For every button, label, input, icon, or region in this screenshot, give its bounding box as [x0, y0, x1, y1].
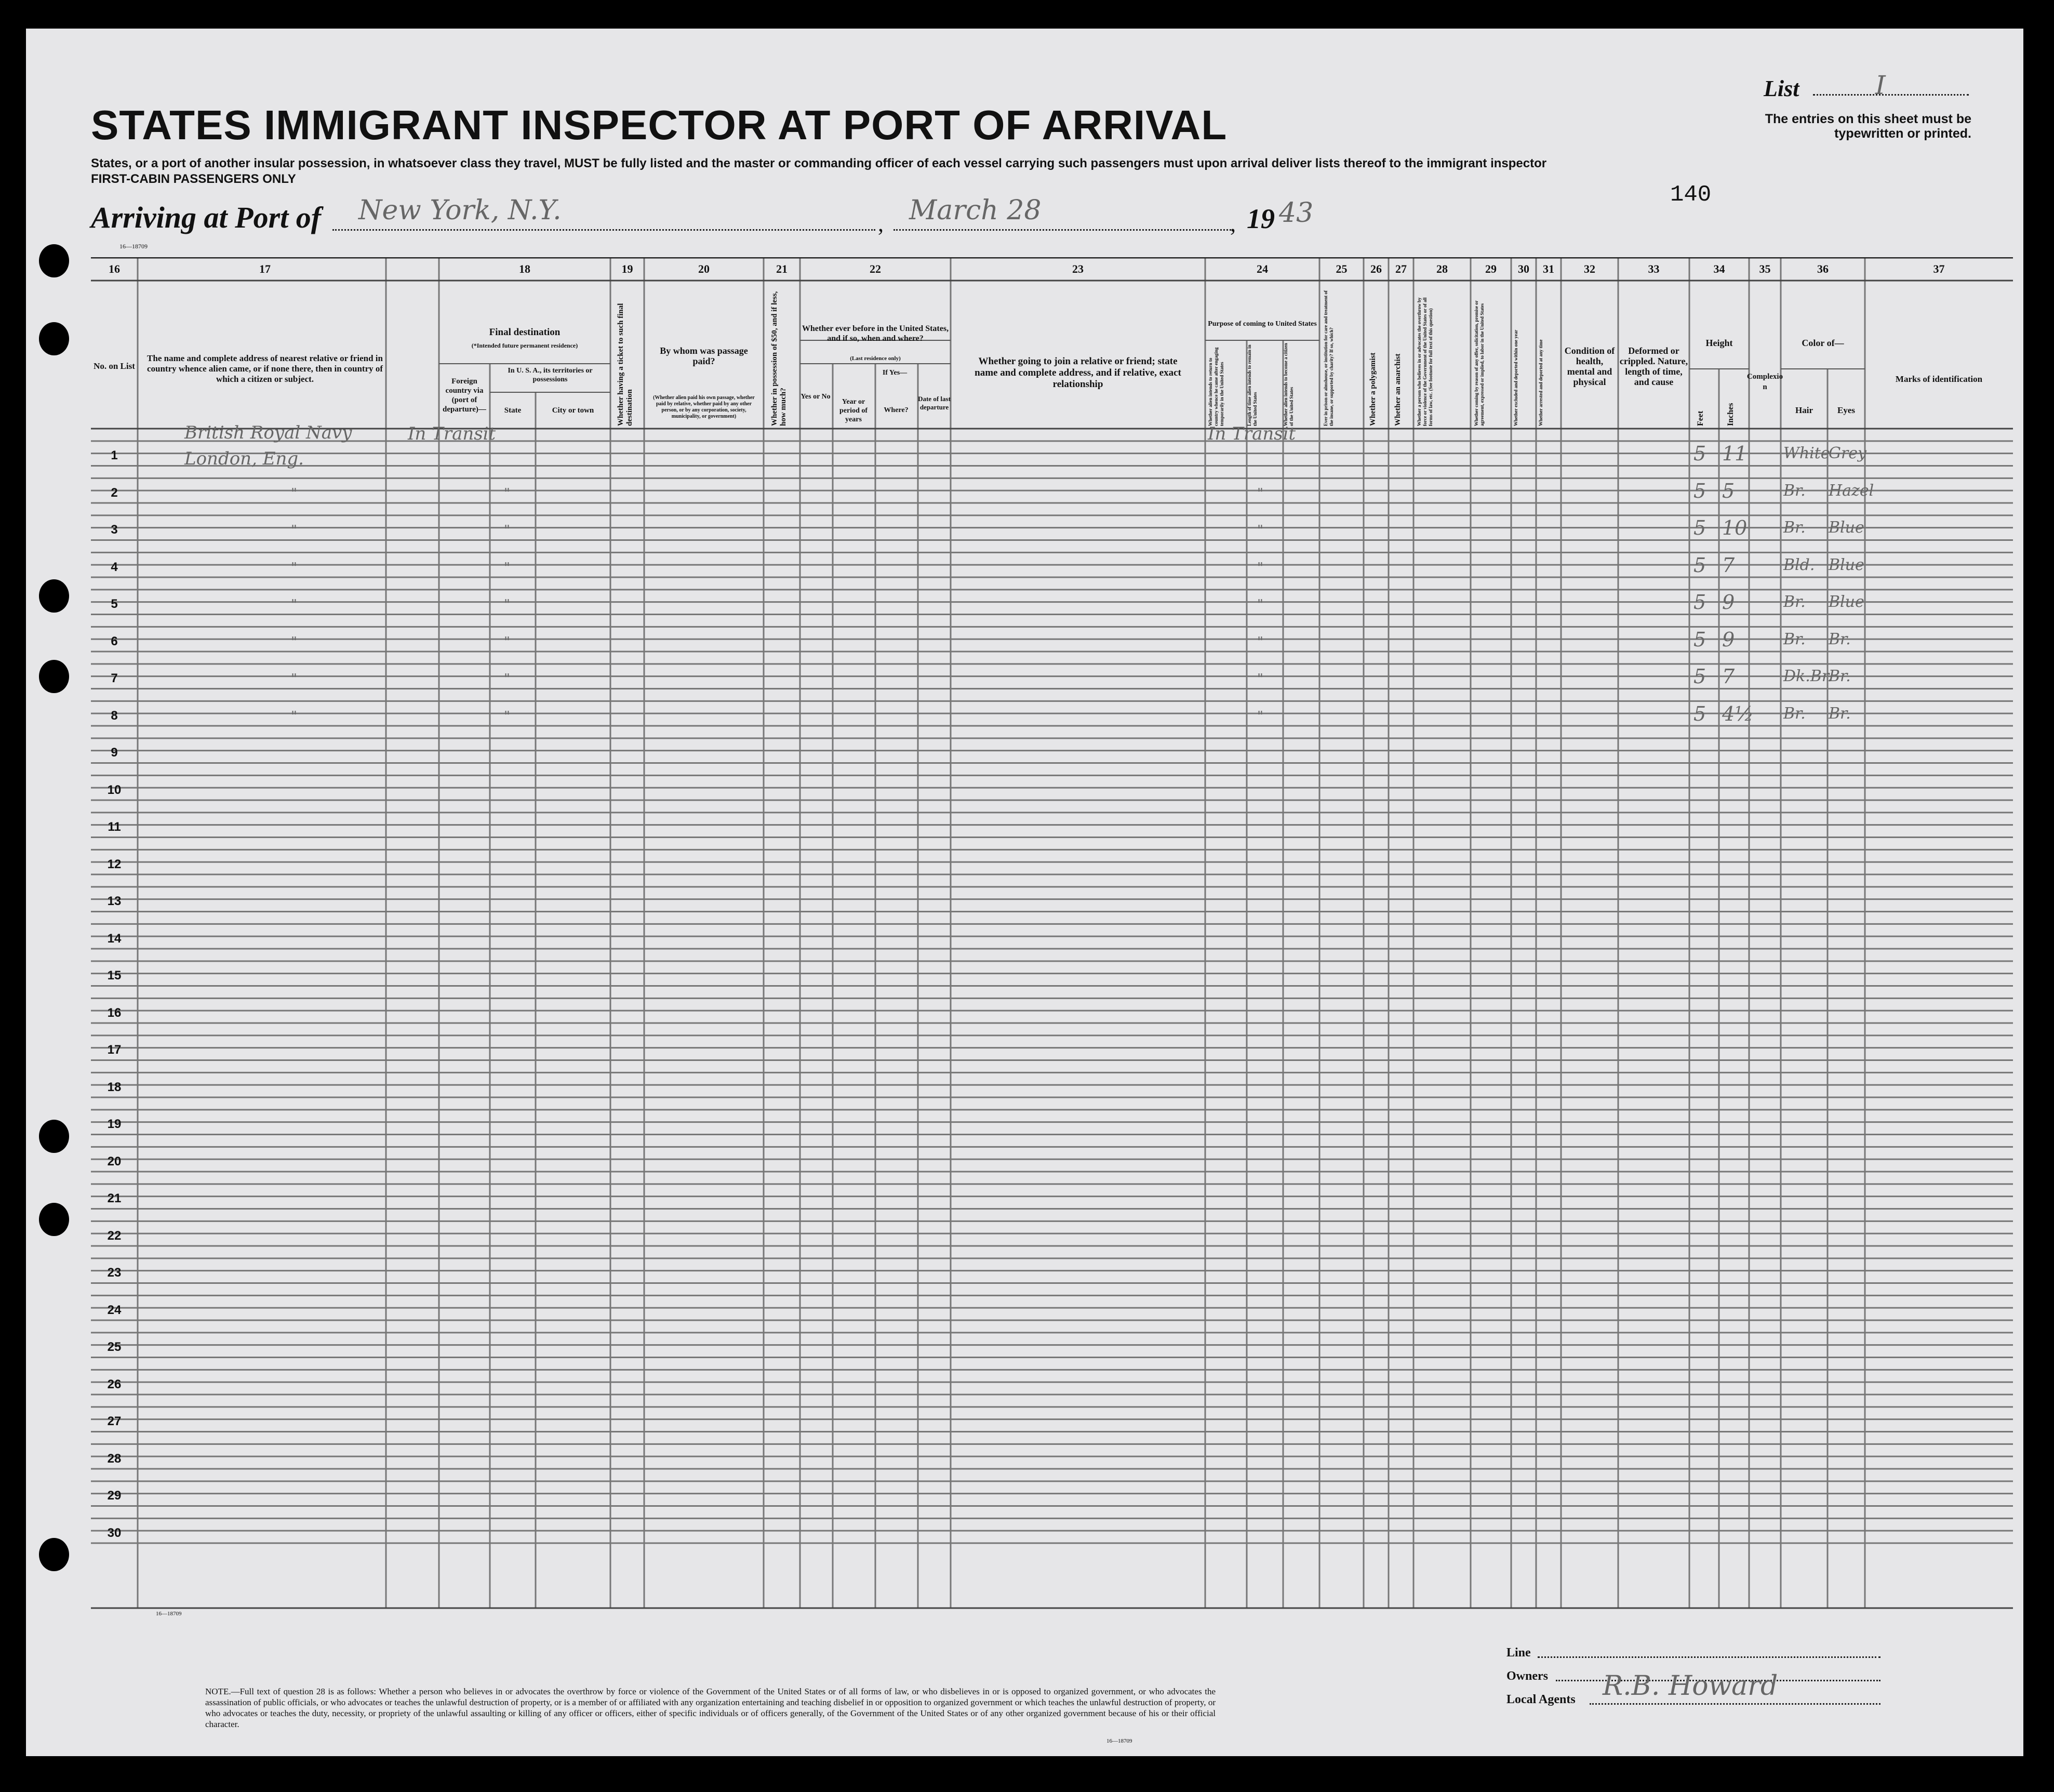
header-color: Color of— [1802, 338, 1844, 348]
hair-color: Br. [1783, 630, 1806, 648]
header-foreign-country: Foreign country via (port of departure)— [443, 377, 486, 414]
row-number: 13 [107, 894, 122, 908]
height-feet: 5 [1693, 553, 1706, 577]
header-overthrow: Whether a person who believes in or advocates the overthrow by force or violence of the Government of the United States or of all forms of law, etc. (See footnote for full text of this question) [1417, 297, 1433, 426]
list-label: List [1764, 76, 1799, 101]
col-num-30: 30 [1518, 262, 1529, 275]
purpose: " [1257, 560, 1263, 576]
purpose: " [1257, 634, 1263, 650]
eye-color: Blue [1829, 519, 1864, 537]
date-value: March 28 [909, 195, 1042, 226]
height-inches: 10 [1722, 516, 1748, 539]
eye-color: Br. [1829, 704, 1851, 723]
header-purpose: Purpose of coming to United States [1208, 320, 1317, 328]
col-num-26: 26 [1370, 262, 1382, 275]
row-number: 19 [107, 1117, 122, 1131]
row-number: 8 [111, 708, 118, 723]
col-num-20: 20 [698, 262, 710, 275]
owners-label: Owners [1506, 1669, 1548, 1683]
eye-color: Grey [1829, 444, 1867, 462]
row-number: 29 [107, 1489, 122, 1503]
row-number: 9 [111, 746, 118, 760]
height-inches: 7 [1722, 553, 1735, 577]
hair-color: White [1783, 444, 1830, 462]
line-label: Line [1506, 1646, 1531, 1660]
state: " [504, 485, 510, 501]
relative-address: " [291, 485, 297, 501]
col-num-27: 27 [1395, 262, 1407, 275]
row-number: 15 [107, 968, 122, 983]
header-state: State [504, 406, 522, 415]
purpose: " [1257, 485, 1263, 501]
manifest-sheet [26, 29, 2023, 1756]
arriving-label: Arriving at Port of [91, 201, 322, 234]
col-num-28: 28 [1436, 262, 1448, 275]
row-number: 22 [107, 1228, 122, 1243]
header-inches: Inches [1726, 403, 1735, 426]
header-city: City or town [552, 406, 594, 415]
header-final-destination: Final destination [489, 327, 561, 338]
foreign-country: In Transit [408, 423, 496, 444]
col-num-31: 31 [1543, 262, 1554, 275]
state: " [504, 523, 510, 538]
row-number: 23 [107, 1266, 122, 1280]
relative-address: " [291, 634, 297, 650]
row-number: 30 [107, 1525, 122, 1540]
header-health: Condition of health, mental and physical [1564, 346, 1615, 387]
header-ever-before: Whether ever before in the United States, and if so, when and where? [802, 324, 949, 343]
col-num-35: 35 [1759, 262, 1771, 275]
header-no-on-list: No. on List [94, 361, 135, 371]
height-inches: 5 [1722, 479, 1735, 502]
header-hair: Hair [1795, 405, 1813, 415]
col-num-23: 23 [1072, 262, 1084, 275]
state: " [504, 634, 510, 650]
state: " [504, 708, 510, 724]
row-number: 7 [111, 671, 118, 685]
row-number: 24 [107, 1303, 122, 1317]
line-field [1538, 1656, 1880, 1658]
header-where: Where? [884, 406, 909, 414]
header-arrested: Whether arrested and deported at any time [1538, 339, 1543, 426]
header-labor-offer: Whether coming by reason of any offer, solicitation, promise or agreement, expressed or implied, to labor in the United States [1474, 300, 1485, 426]
row-number: 2 [111, 485, 118, 500]
eye-color: Hazel [1829, 481, 1874, 500]
eye-color: Br. [1829, 667, 1851, 685]
header-passage-paid-note: (Whether alien paid his own passage, whether paid by relative, whether paid by any other person, or by any corporation, society, municipality, or government) [653, 395, 755, 419]
local-agents-field [1590, 1703, 1880, 1705]
state: " [504, 671, 510, 687]
local-agents-signature: R.B. Howard [1603, 1670, 1778, 1702]
header-eyes: Eyes [1837, 405, 1855, 415]
eye-color: Br. [1829, 630, 1851, 648]
header-complexion: Complexion [1746, 373, 1783, 391]
col-num-17: 17 [259, 262, 271, 275]
row-number: 10 [107, 782, 122, 797]
col-num-21: 21 [776, 262, 788, 275]
date-line [893, 229, 1231, 231]
purpose: " [1257, 671, 1263, 687]
col-num-16: 16 [109, 262, 120, 275]
punch-hole [39, 660, 69, 693]
header-if-yes: If Yes— [882, 369, 908, 377]
header-relative: The name and complete address of nearest relative or friend in country whence alien came, or if none there, then in country of which a citizen or subject. [146, 353, 383, 384]
height-feet: 5 [1693, 479, 1706, 502]
row-number: 11 [108, 820, 121, 834]
header-purpose-c: Whether alien intends to become a citizen of the United States [1283, 343, 1294, 426]
row-number: 26 [107, 1377, 122, 1391]
port-line [332, 229, 875, 231]
col-num-29: 29 [1485, 262, 1497, 275]
col-num-19: 19 [621, 262, 633, 275]
height-inches: 9 [1722, 628, 1735, 651]
header-deformed: Deformed or crippled. Nature, length of time, and cause [1619, 346, 1688, 387]
height-feet: 5 [1693, 516, 1706, 539]
height-feet: 5 [1693, 665, 1706, 688]
hair-color: Br. [1783, 481, 1806, 500]
local-agents-label: Local Agents [1506, 1693, 1576, 1706]
list-value: I [1875, 70, 1886, 100]
purpose: In Transit [1208, 423, 1296, 444]
row-number: 18 [107, 1080, 122, 1094]
page-subtitle: States, or a port of another insular possession, in whatsoever class they travel, MUST be fully listed and the master or commanding officer of each vessel carrying such passengers must upon arrival deliver lists thereof to the immigrant inspector [91, 156, 1547, 170]
purpose: " [1257, 523, 1263, 538]
hair-color: Dk.Br. [1783, 667, 1833, 685]
row-number: 5 [111, 597, 118, 611]
header-feet: Feet [1696, 410, 1705, 426]
page-title: STATES IMMIGRANT INSPECTOR AT PORT OF ARRIVAL [91, 102, 1228, 148]
punch-hole [39, 1120, 69, 1153]
height-feet: 5 [1693, 628, 1706, 651]
height-feet: 5 [1693, 702, 1706, 725]
header-height: Height [1705, 338, 1733, 348]
purpose: " [1257, 708, 1263, 724]
hair-color: Br. [1783, 519, 1806, 537]
manifest-table [91, 257, 2013, 1618]
header-in-usa: In U. S. A., its territories or possessions [508, 367, 593, 383]
row-number: 14 [107, 931, 122, 946]
header-ticket: Whether having a ticket to such final destination [617, 303, 634, 426]
relative-address: " [291, 523, 297, 538]
relative-address: " [291, 560, 297, 576]
row-number: 12 [107, 857, 122, 871]
row-number: 17 [107, 1043, 122, 1057]
purpose: " [1257, 597, 1263, 613]
relative-address: British Royal Navy London, Eng. [184, 422, 352, 469]
relative-address: " [291, 597, 297, 613]
entries-note: The entries on this sheet must be typewritten or printed. [1765, 112, 1971, 141]
relative-address: " [291, 671, 297, 687]
header-join-relative: Whether going to join a relative or friend; state name and complete address, and if relative, exact relationship [975, 356, 1181, 390]
header-anarchist: Whether an anarchist [1394, 353, 1402, 426]
height-feet: 5 [1693, 591, 1706, 614]
footnote: NOTE.—Full text of question 28 is as follows: Whether a person who believes in or advocates the overthrow by force or violence of the Government of the United States or of all forms of law, or who disbelieves in or is opposed to organized government, or who advocates the assassination of public officials, or who advocates or teaches the unlawful destruction of property, or is a member of or affiliated with any organization entertaining and teaching disbelief in or opposition to organized government or which teaches the unlawful destruction of property, or who advocates or teaches the duty, necessity, or propriety of the unlawful assaulting or killing of any officer or officers, either of specific individuals or of officers generally, of the Government of the United States or of any other organized government because of his or their official character. [205, 1687, 1216, 1729]
height-inches: 7 [1722, 665, 1735, 688]
hair-color: Bld. [1783, 555, 1815, 574]
row-number: 3 [111, 523, 118, 537]
hair-color: Br. [1783, 593, 1806, 611]
header-polygamist: Whether a polygamist [1369, 352, 1377, 426]
col-num-33: 33 [1648, 262, 1660, 275]
row-number: 27 [107, 1414, 122, 1428]
row-number: 16 [107, 1005, 122, 1020]
col-num-18: 18 [519, 262, 530, 275]
header-last-residence: (Last residence only) [850, 355, 901, 362]
year-prefix: 19 [1247, 203, 1275, 234]
header-year: Year or period of years [839, 398, 868, 423]
row-number: 1 [111, 448, 118, 462]
form-code: 16—18709 [119, 243, 148, 250]
row-number: 6 [111, 634, 118, 648]
eye-color: Blue [1829, 555, 1864, 574]
col-num-32: 32 [1584, 262, 1595, 275]
header-date-departure: Date of last departure [918, 395, 951, 411]
punch-hole [39, 1538, 69, 1571]
comma: , [1230, 211, 1236, 236]
hair-color: Br. [1783, 704, 1806, 723]
bottom-form-code: 16—18709 [156, 1611, 182, 1617]
year-suffix: 43 [1279, 197, 1314, 229]
punch-hole [39, 322, 69, 355]
port-value: New York, N.Y. [358, 195, 562, 226]
height-inches: 4½ [1722, 702, 1754, 725]
row-number: 21 [107, 1191, 122, 1205]
height-inches: 9 [1722, 591, 1735, 614]
comma: , [878, 211, 884, 236]
col-num-25: 25 [1336, 262, 1348, 275]
header-fifty-dollars: Whether in possession of $50, and if less, how much? [770, 291, 788, 426]
header-prison: Ever in prison or almshouse, or institution for care and treatment of the insane, or supported by charity? If so, which? [1323, 290, 1334, 426]
row-number: 4 [111, 560, 118, 574]
header-yes-or-no: Yes or No [801, 393, 831, 401]
row-number: 20 [107, 1154, 122, 1169]
state: " [504, 560, 510, 576]
header-excluded: Whether excluded and deported within one year [1513, 329, 1518, 426]
height-feet: 5 [1693, 442, 1706, 465]
punch-hole [39, 1203, 69, 1236]
punch-hole [39, 244, 69, 277]
header-purpose-b: Length of time alien intends to remain in the United States [1247, 344, 1258, 426]
col-num-37: 37 [1933, 262, 1945, 275]
header-passage-paid: By whom was passage paid? [660, 346, 748, 366]
header-marks: Marks of identification [1895, 374, 1983, 384]
header-final-destination-note: (*Intended future permanent residence) [471, 342, 578, 349]
footer-form-code: 16—18709 [1106, 1738, 1132, 1744]
col-num-24: 24 [1257, 262, 1268, 275]
col-num-22: 22 [870, 262, 881, 275]
header-purpose-a: Whether alien intends to return to country whence he came after engaging temporarily in the United States [1208, 347, 1224, 426]
col-num-36: 36 [1817, 262, 1829, 275]
col-num-34: 34 [1713, 262, 1725, 275]
row-number: 28 [107, 1451, 122, 1466]
eye-color: Blue [1829, 593, 1864, 611]
row-number: 25 [107, 1340, 122, 1354]
height-inches: 11 [1722, 442, 1748, 465]
first-cabin-label: FIRST-CABIN PASSENGERS ONLY [91, 172, 296, 186]
list-line [1813, 94, 1969, 96]
relative-address: " [291, 708, 297, 724]
page-number: 140 [1670, 182, 1712, 208]
punch-hole [39, 579, 69, 613]
state: " [504, 597, 510, 613]
